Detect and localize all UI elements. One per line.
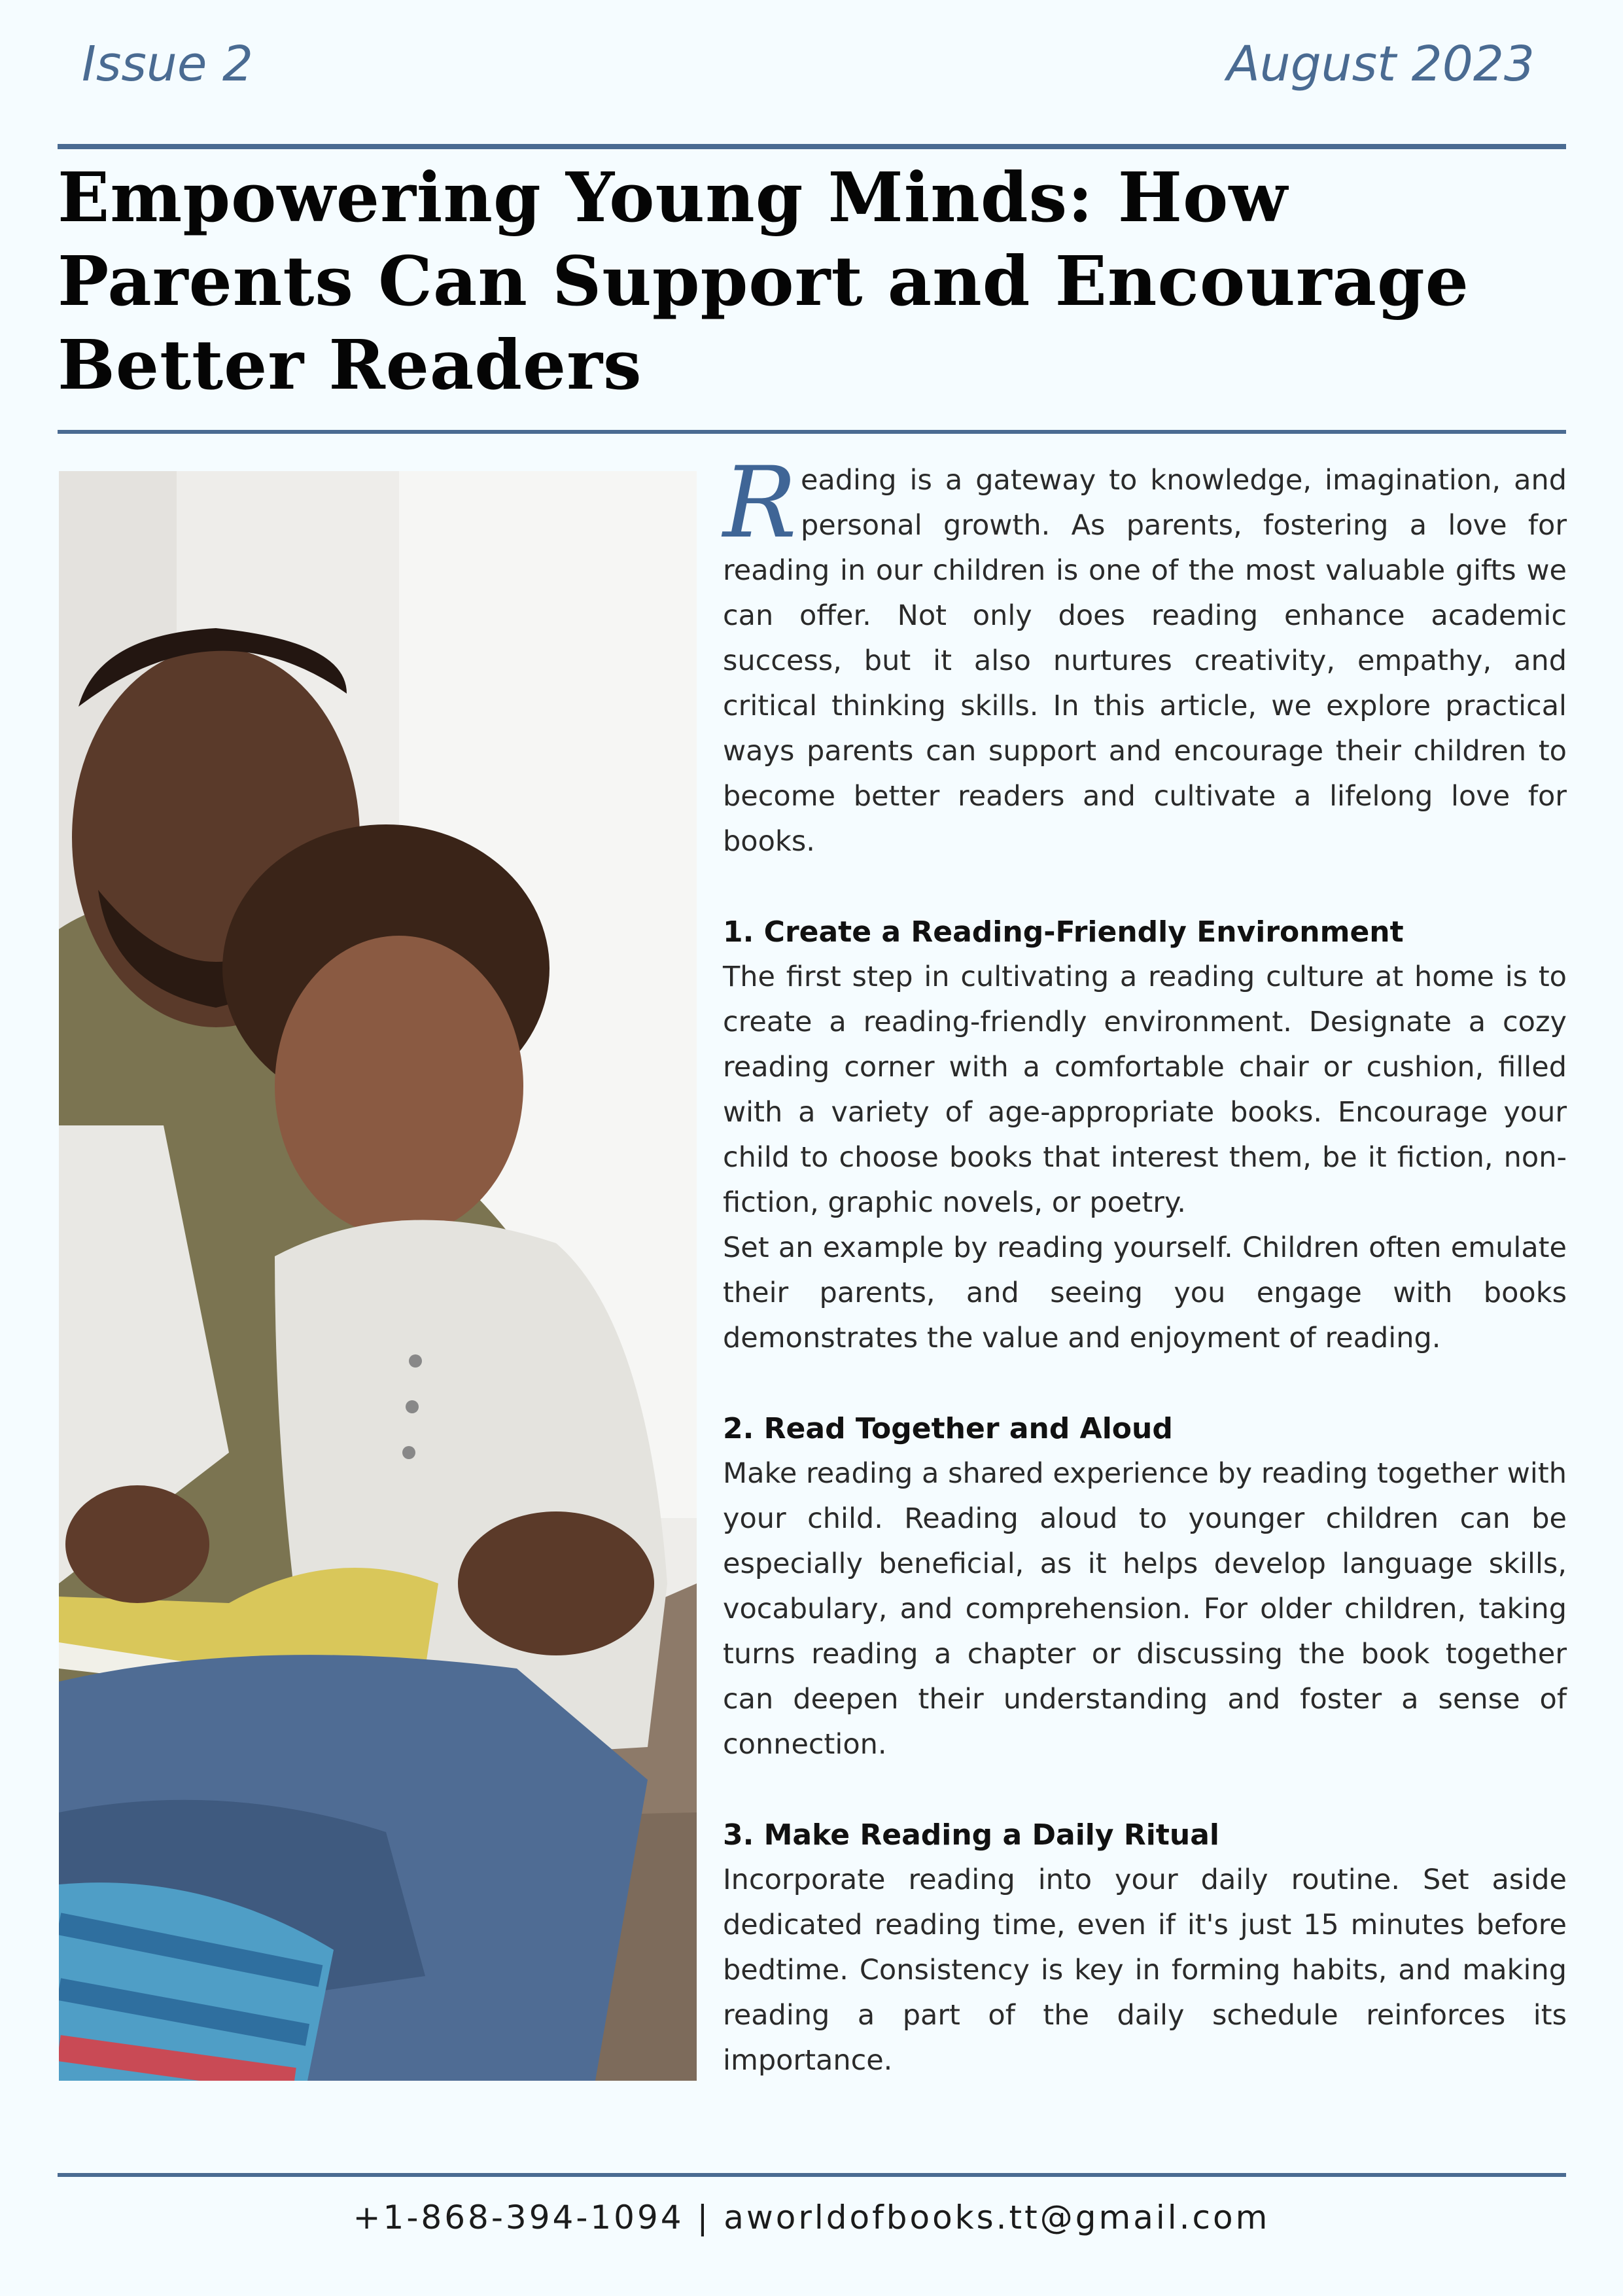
footer-divider <box>58 2173 1566 2177</box>
top-divider <box>58 144 1566 149</box>
section-heading: 1. Create a Reading-Friendly Environment <box>723 915 1404 949</box>
drop-cap: R <box>723 446 797 560</box>
father-son-reading-photo <box>59 471 697 2081</box>
footer-contact: +1-868-394-1094 | aworldofbooks.tt@gmail.com <box>353 2199 1270 2236</box>
issue-label: Issue 2 <box>82 36 253 92</box>
intro-text: eading is a gateway to knowledge, imagination, and personal growth. As parents, fostering a love for reading in our children is one of the most valuable gifts we can offer. Not only does reading enhance academic success, but it also nurtures creativity, empathy, and critical thinking skills. In this article, we explore practical ways parents can support and encourage their children to become better readers and cultivate a lifelong love for books. <box>723 464 1567 858</box>
section-paragraph: Set an example by reading yourself. Children often emulate their parents, and seeing you engage with books demonstrates the value and enjoyment of reading. <box>723 1231 1567 1354</box>
issue-date: August 2023 <box>1227 36 1535 92</box>
section-paragraph: The first step in cultivating a reading culture at home is to create a reading-friendly environment. Designate a cozy reading corner with a comfortable chair or cushion, filled with a variety of age-appropriate books. Encourage your child to choose books that interest them, be it fiction, non-fiction, graphic novels, or poetry. <box>723 961 1567 1219</box>
section-paragraph: Incorporate reading into your daily routine. Set aside dedicated reading time, even if it's just 15 minutes before bedtime. Consistency is key in forming habits, and making reading a part of the daily schedule reinforces its importance. <box>723 1863 1567 2077</box>
article-body <box>723 446 1567 2083</box>
title-divider <box>58 430 1566 434</box>
section-heading: 2. Read Together and Aloud <box>723 1412 1173 1445</box>
section-heading: 3. Make Reading a Daily Ritual <box>723 1818 1219 1852</box>
article-title: Empowering Young Minds: How Parents Can Support and Encourage Better Readers <box>58 157 1469 405</box>
section-paragraph: Make reading a shared experience by reading together with your child. Reading aloud to younger children can be especially beneficial, as it helps develop language skills, vocabulary, and comprehension. For older children, taking turns reading a chapter or discussing the book together can deepen their understanding and foster a sense of connection. <box>723 1457 1567 1761</box>
intro-paragraph <box>723 446 1567 864</box>
